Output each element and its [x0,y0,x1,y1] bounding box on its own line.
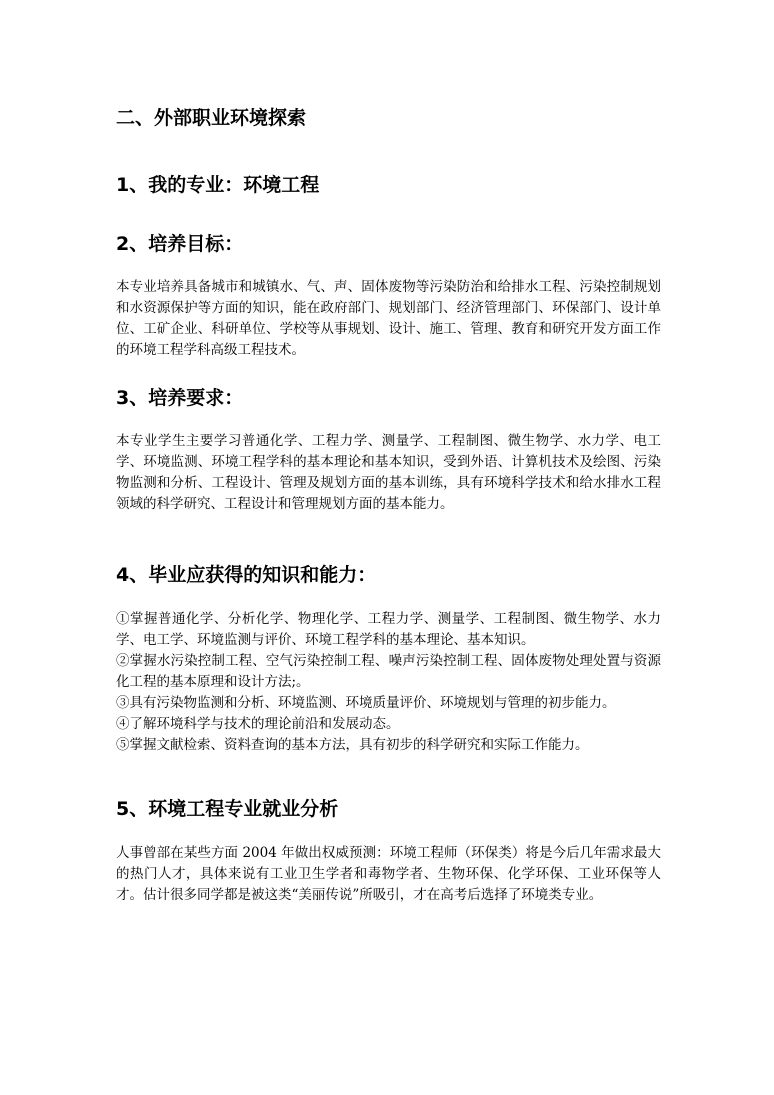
paragraph-employment-analysis: 人事曾部在某些方面 2004 年做出权威预测：环境工程师（环保类）将是今后几年需求最大的热门人才，具体来说有工业卫生学者和毒物学者、生物环保、化学环保、工业环保等人才。估计很多同学都是被这类“美丽传说”所吸引，才在高考后选择了环境类专业。 [116,845,661,903]
list-item: ②掌握水污染控制工程、空气污染控制工程、噪声污染控制工程、固体废物处理处置与资源化工程的基本原理和设计方法;。 [116,653,661,690]
list-item: ③具有污染物监测和分析、环境监测、环境质量评价、环境规划与管理的初步能力。 [116,695,616,711]
list-item: ⑤掌握文献检索、资料查询的基本方法，具有初步的科学研究和实际工作能力。 [116,737,589,753]
list-item: ④了解环境科学与技术的理论前沿和发展动态。 [116,716,400,732]
heading-major: 1、我的专业：环境工程 [116,174,320,196]
heading-training-goal: 2、培养目标： [116,233,244,255]
heading-training-requirements: 3、培养要求： [116,387,244,409]
paragraph-training-goal: 本专业培养具备城市和城镇水、气、声、固体废物等污染防治和给排水工程、污染控制规划和水资源保护等方面的知识，能在政府部门、规划部门、经济管理部门、环保部门、设计单位、工矿企业、科研单位、学校等从事规划、设计、施工、管理、教育和研究开发方面工作的环境工程学科高级工程技术。 [116,279,661,358]
heading-employment-analysis: 5、环境工程专业就业分析 [116,798,339,820]
knowledge-abilities-list [116,609,661,756]
list-item: ①掌握普通化学、分析化学、物理化学、工程力学、测量学、工程制图、微生物学、水力学、电工学、环境监测与评价、环境工程学科的基本理论、基本知识。 [116,611,661,648]
paragraph-training-requirements: 本专业学生主要学习普通化学、工程力学、测量学、工程制图、微生物学、水力学、电工学、环境监测、环境工程学科的基本理论和基本知识，受到外语、计算机技术及绘图、污染物监测和分析、工程设计、管理及规划方面的基本训练，具有环境科学技术和给水排水工程领域的科学研究、工程设计和管理规划方面的基本能力。 [116,433,661,512]
section-title: 二、外部职业环境探索 [116,107,307,129]
heading-knowledge-abilities: 4、毕业应获得的知识和能力： [116,564,377,586]
